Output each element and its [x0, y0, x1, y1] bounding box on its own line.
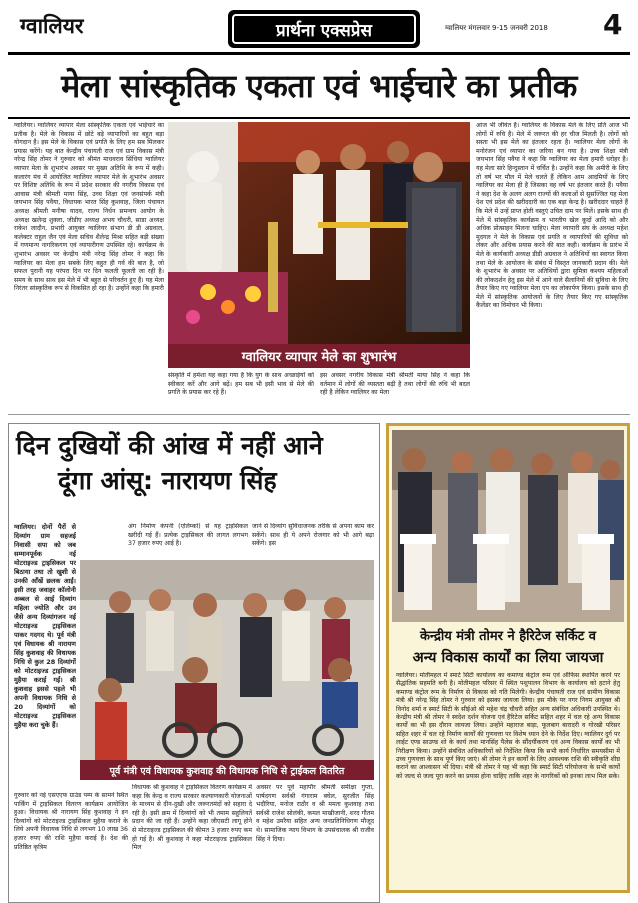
page-number: 4	[603, 8, 623, 41]
paper-logo	[228, 10, 420, 48]
heritage-visit-photo	[392, 430, 624, 622]
section-divider	[8, 414, 630, 415]
story1-photo	[168, 122, 470, 344]
story1-col1: ग्वालियर। ग्वालियर व्यापार मेला सांस्कृतिक एकता एवं भाईचारे का प्रतीक है। मेले के विकास में छोटे बड़े व्यापारियों का बहुत बड़ा योगदान है। इस मेले के विकास एवं प्रगति के लिए हम सब मिलकर प्रयास करेंगे। यह बात केन्द्रीय पंचायती राज एवं ग्राम विकास मंत्री नरेन्द्र सिंह तोमर ने गुरुवार को श्रीमंत माधवराव सिंधिया ग्वालियर व्यापार मेला के शुभारंभ अवसर पर मुख्य अतिथि के रूप में कही। कलारंग मंच में आयोजित ग्वालियर व्यापार मेले के शुभारंभ अवसर पर विशिष्ट अतिथि के रूप में प्रदेश सरकार की नगरीय विकास एवं आवास मंत्री श्रीमती माया सिंह, उच्च शिक्षा एवं जनसंपर्क मंत्री जयभान सिंह पवैया, विधायक भारत सिंह कुशवाह, जिला पंचायत अध्यक्ष श्रीमती मनीषा यादव, राज्य निर्धन समन्वय आयोग के अध्यक्ष खलेन्द्र शुक्ला, जीडीए अध्यक्ष अभय चौधरी, साडा अध्यक्ष राकेश जादौन, प्रभारी आयुक्त ग्वालियर संभाग डी डी अग्रवाल, कलेक्टर राहुल जैन एवं मेला सचिव शैलेन्द्र मिश्रा सहित बड़ी संख्या में गणमान्य नागरिकगण एवं व्यापारीगण उपस्थित रहे। कार्यक्रम के शुभारंभ अवसर पर केन्द्रीय मंत्री नरेन्द्र सिंह तोमर ने कहा कि ग्वालियर का मेला हम सबके लिए बहुत ही गर्व की बात है, जो सफल पुरानी यह परंपरा दिन पर दिन फलती फूलती जा रही है। समय के साथ साथ इस मेले में भी बहुत से परिवर्तन हुए हैं। यह मेला निरंतर सांस्कृतिक रूप से विकसित हो रहा है। उन्होंने कहा कि हमारी	[14, 122, 164, 293]
story1-photo-caption: ग्वालियर व्यापार मेले का शुभारंभ	[168, 344, 470, 368]
story1-col2: संस्कृति में हमेशा यह कहा गया है कि युग के साथ अच्छाईयों को स्वीकार करें और आगे बढ़ें। हम सब भी इसी भाव से मेले की प्रगति के प्रयास कर रहे हैं।	[168, 372, 314, 397]
story2-photo-caption: पूर्व मंत्री एवं विधायक कुशवाह की विधायक निधि से ट्राईकल वितरित	[80, 760, 374, 780]
tricycle-distribution-photo	[80, 560, 374, 760]
story3-headline-line2: अन्य विकास कार्यों का लिया जायजा	[412, 650, 604, 666]
story2-top-col2: अंग निर्माण कंपनी (एलिम्को) से यह ट्राइसिकल खरीदी गई हैं। प्रत्येक ट्राइसिकल की लागत लगभग 37 हजार रुपए आई है।	[128, 523, 248, 548]
story1-col4: आज भी जीवंत है। ग्वालियर के विकास मेले के लिए प्रति आज भी लोगों में रुचि है। मेले में जरूरत की हर चीज मिलती है। लोगों को सस्ता भी इस मेले का इंतजार रहता है। ग्वालियर मेला लोगों के मनोरंजन एवं व्यापार का जरिया बन गया है। उच्च शिक्षा मंत्री जयभान सिंह पवैया ने कहा कि ग्वालियर का मेला हमारी धरोहर है। यह मेला सारे हिन्दुस्तान में चर्चित है। उन्होंने कहा कि अमीरी के लिए तो वर्ष भर मौल में मेले चलते हैं लेकिन आम आदमियों के लिए ग्वालियर का मेला ही है जिसका वह वर्ष भर इंतजार करते हैं। पवैया ने कहा देश के अलग अलग राज्यों की कलाओं से सुसज्जित यह मेला देश एवं प्रदेश की खरीददारी का एक बड़ा केन्द्र है। खरीददार चाहते हैं कि मेले में उन्हें प्राप्त होती वस्तुएं उचित दाम पर मिलें। इसके साथ ही मेले में सांस्कृतिक कार्यक्रम व भारतीय खेल कूदों आदि को और अधिक प्रोत्साहन मिलना चाहिए। मेला व्यापारी संघ के अध्यक्ष महेश मुदगल ने मेले के विकास एवं प्रगति व व्यापारियों की सुविधा को लेकर और अधिक प्रयास करने की बात कही। कार्यक्रम के प्रारंभ में मेले के कार्यकारी अध्यक्ष डीडी अग्रवाल ने अतिथियों का स्वागत किया तथा मेले के आयोजन के संबंध में विस्तृत जानकारी प्रदान की। मेले के शुभारंभ के अवसर पर अतिथियों द्वारा सुमित्रा कश्यप महिलाओं की लोकदर्शन हेतु इस मेले में आने वाले सैलानियों की सुविधा के लिए तैयार किए गए ग्वालियर मेला एप का लोकार्पण किया। इसके साथ ही मेले में सांस्कृतिक आयोजनों के लिए तैयार किए गए सांस्कृतिक कैलेंडर का विमोचन भी किया।	[476, 122, 628, 310]
story2-bottom-col2: विधायक श्री कुशवाह ने ट्राइसिकल वितरण कार्यक्रम में कहा कि केन्द्र व राज्य सरकार कल्याणकारी योजनाओं के माध्यम से दीन-दुखी और जरूरतमंदों को सहारा दे रही है। इसी क्रम में दिव्यांगों को भी तमाम सहूलियतें प्रदान की जा रही हैं। उन्होंने कहा जीएसटी लागू होने से मोटराइज्ड ट्राइसिकल की कीमत 3 हजार रुपए कम हो गई है। श्री कुशवाह ने कहा मोटराइज्ड ट्राइसिकल मिल	[132, 784, 252, 852]
story2-headline-line1: दिन दुखियों की आंख में नहीं आने	[16, 431, 323, 460]
story3-photo	[392, 430, 624, 622]
date-line: ग्वालियर मंगलवार 9-15 जनवरी 2018	[445, 24, 548, 32]
masthead-city: ग्वालियर	[20, 14, 84, 38]
story2-top-col3: जाने से दिव्यांग सुविधाजनक तरीके से अपना काम कर सकेंगे। साथ ही ये अपने रोजगार को भी आगे बढ़ा सकेंगे। इस	[252, 523, 374, 548]
story3-body: ग्वालियर। मोतीमहल में स्मार्ट सिटी कार्यालय का कमाण्ड कंट्रोल रूम एवं ऑफिस स्थापित करने पर सैद्धांतिक सहमति बनी है। मोतीमहल परिसर में स्थित पशुपालन विभाग के कार्यालय को हटाने हेतु कमाण्ड कंट्रोल रूम के निर्माण से विकास को गति मिलेगी। केन्द्रीय पंचायती राज एवं ग्रामीण विकास मंत्री श्री नरेन्द्र सिंह तोमर ने गुरुवार को इसका जायजा लिया। इस मौके पर नगर निगम आयुक्त श्री विनोद शर्मा व स्मार्ट सिटी के सीईओ श्री महेश चंद्र चौधरी सहित अन्य संबंधित अधिकारी उपस्थित थे। केन्द्रीय मंत्री श्री तोमर ने स्वदेश दर्शन योजना एवं हैरिटेज सर्किट सहित शहर में चल रहे अन्य विकास कार्यों का भी इस दौरान जायजा लिया। उन्होंने महाराज बाड़ा, फूलबाग बारादरी व गोरखी परिसर सहित शहर में चल रहे निर्माण कार्यों की गुणवत्ता पर विशेष ध्यान देने के निर्देश दिए। ग्वालियर दुर्ग पर लाईट एण्ड साउण्ड शो के कार्य तथा मानसिंह पैलेस के सौंदर्यीकरण एवं अन्य विकास कार्यों का भी निरीक्षण किया। उन्होंने संबंधित अधिकारियों को निर्देशित किया कि सभी कार्य निर्धारित समयसीमा में उच्च गुणवत्ता के साथ पूर्ण किए जाएं। श्री तोमर ने इन कार्यों के लिए आवश्यक राशि की स्वीकृति शीघ्र कराने का आश्वासन भी दिया। मंत्री श्री तोमर ने यह भी कहा कि स्मार्ट सिटी परियोजना के सभी कार्यों को जल्द से जल्द पूरा करने का प्रयास होना चाहिए ताकि शहर के नागरिकों को इनका लाभ मिल सके।	[396, 672, 620, 780]
story1-col3: इस अवसर नगरीय विकास मंत्री श्रीमती माया सिंह ने कहा कि वर्तमान में लोगों की व्यस्तता बढ़ी है तथा लोगों की रुचि भी बदल रही है लेकिन ग्वालियर का मेला	[320, 372, 470, 397]
story2-bottom-col1: गुरुवार को नई एसएएफ ग्राउंड पम्प के सामने स्थित पार्किंग में ट्राइसिकल वितरण कार्यक्रम आयोजित हुआ। विधायक श्री नारायण सिंह कुशवाह ने इन दिव्यांगों को मोटराइज्ड ट्राइसिकल मुहैया कराने के लिये अपनी विधायक निधि से लगभग 10 लाख 36 हजार रुपए की राशि मुहैया कराई है। देश की प्रतिष्ठित कृत्रिम	[14, 792, 128, 851]
story2-headline-line2: दूंगा आंसू: नारायण सिंह	[58, 466, 277, 495]
inauguration-photo	[168, 122, 470, 344]
story3-headline-line1: केन्द्रीय मंत्री तोमर ने हैरिटेज सर्किट व	[419, 629, 597, 644]
story2-bottom-col3: अवसर पर पूर्व महापौर श्रीमती समीक्षा गुप्ता, पार्षदगण सर्वश्री गंगाराम बघेल, सुरजीत सिंह भदौरिया, मनोज राठौर व श्री ममता कुशवाह तथा सर्वश्री राजेश सोलंकी, कमल माखीजानी, शरद गौतम व महेश उमरैया सहित अन्य जनप्रतिनिधिगण मौजूद थे। सामाजिक न्याय विभाग के उपसंचालक श्री राजीव सिंह ने दिया।	[256, 784, 374, 843]
headline-rule	[8, 117, 630, 119]
story1-headline: मेला सांस्कृतिक एकता एवं भाईचारे का प्रतीक	[61, 67, 577, 105]
masthead	[8, 8, 630, 54]
paper-name: प्रार्थना एक्सप्रेस	[232, 14, 416, 44]
story2-photo	[80, 560, 374, 760]
story2-lead: ग्वालियर। दोनों पैरों से दिव्यांग ग्राम सहजई निवासी सपा को जब सम्मानपूर्वक नई मोटराइज्ड ट्राइसिकल पर बिठाया तथा तो खुशी से उनकी आँखें छलक आईं। इसी तरह जवाहर कॉलोनी अब्बल से आई दिव्यांग महिला ज्योति और उन जैसे अन्य दिव्यांगजन नई मोटराइज्ड ट्राइसिकल पाकर गदगद थे। पूर्व मंत्री एवं विधायक श्री नारायण सिंह कुशवाह की विधायक निधि से कुल 28 दिव्यांगों को मोटराइज्ड ट्राइसिकल मुहैया कराई गईं। श्री कुशवाह इससे पहले भी अपनी विधायक निधि से 20 दिव्यांगों को मोटराइज्ड ट्राइसिकल मुहैया करा चुके हैं।	[14, 523, 76, 729]
masthead-rule	[8, 52, 630, 55]
